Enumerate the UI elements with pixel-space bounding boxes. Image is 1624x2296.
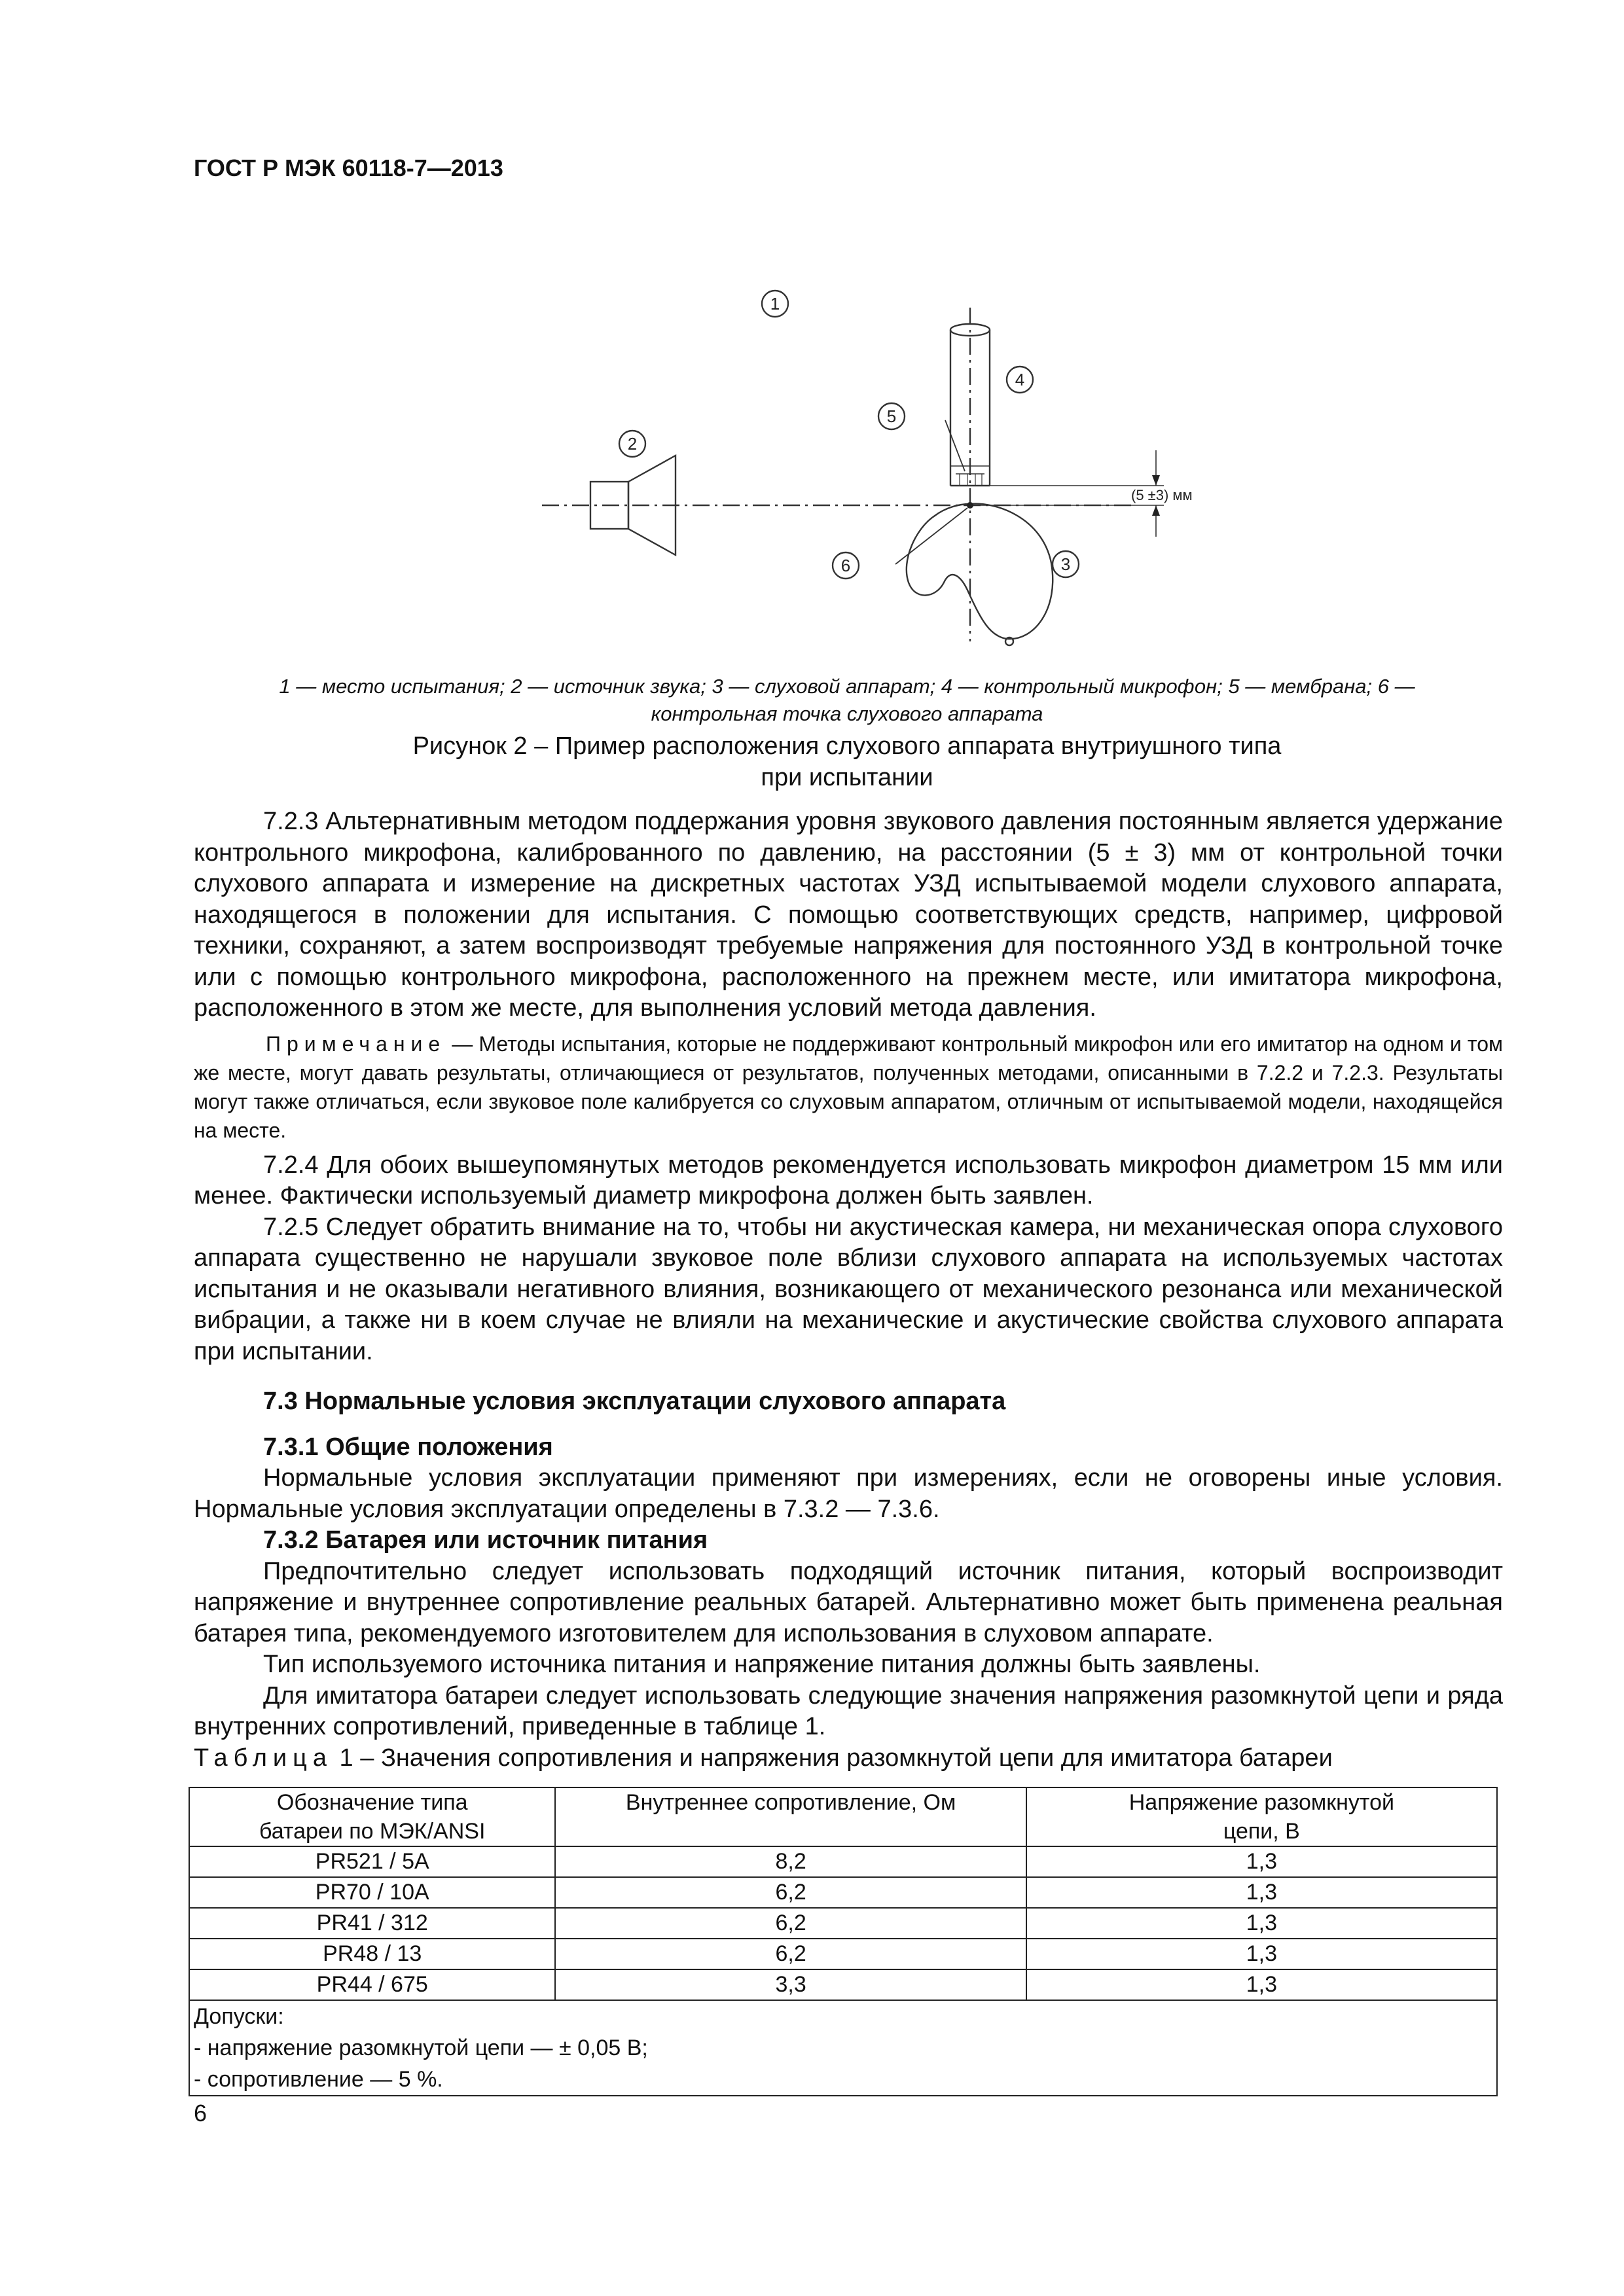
note-label: Примечание — [266, 1031, 446, 1056]
paragraph-7-2-4: 7.2.4 Для обоих вышеупомянутых методов рекомендуется использовать микрофон диаметром 15 мм или менее. Фактически используемый диаметр микрофона должен быть заявлен. — [194, 1151, 1503, 1210]
note-text: — Методы испытания, которые не поддерживают контрольный микрофон или его имитатор на одном и том же месте, могут давать результаты, отличающиеся от результатов, полученных методами, описанными в 7.2.2 и 7.2.3. Результаты могут также отличаться, если звуковое поле калибруется со слуховым аппаратом, отличным от испытываемой модели, находящейся на месте. — [194, 1031, 1503, 1142]
paragraph-7-2-5: 7.2.5 Следует обратить внимание на то, чтобы ни акустическая камера, ни механическая опора слухового аппарата существенно не нарушали звуковое поле вблизи слухового аппарата на используемых частотах испытания и не оказывали негативного влияния, возникающего от механического резонанса или механической вибрации, а также ни в коем случае не влияли на механические и акустические свойства слухового аппарата при испытании. — [194, 1213, 1503, 1365]
figure-legend-line-1: 1 — место испытания; 2 — источник звука; 3 — слуховой аппарат; 4 — контрольный микрофон; 5 — мембрана; 6 — — [279, 675, 1415, 698]
header-internal-resistance: Внутреннее сопротивление, Ом — [555, 1787, 1026, 1846]
paragraph-7-3-2-a: Предпочтительно следует использовать подходящий источник питания, который воспроизводит напряжение и внутреннее сопротивление реальных батарей. Альтернативно может быть применена реальная батарея типа, рекомендуемого изготовителем для использования в слуховом аппарате. — [194, 1557, 1503, 1647]
table-caption-text: 1 – Значения сопротивления и напряжения разомкнутой цепи для имитатора батареи — [333, 1744, 1333, 1772]
paragraph-7-3-2-b: Тип используемого источника питания и напряжение питания должны быть заявлены. — [263, 1651, 1261, 1678]
section-7-3-2-heading: 7.3.2 Батарея или источник питания — [263, 1526, 708, 1554]
figure-title — [194, 730, 1500, 793]
section-73-body — [194, 1386, 1503, 1774]
table-caption-label: Таблица — [194, 1744, 333, 1772]
callout-6-label: 6 — [840, 556, 851, 575]
document-header: ГОСТ Р МЭК 60118-7—2013 — [194, 154, 503, 181]
figure-legend-line-2: контрольная точка слухового аппарата — [651, 702, 1043, 725]
table-row: PR41 / 312 6,2 1,3 — [189, 1908, 1497, 1939]
figure-title-line-2: при испытании — [761, 764, 933, 791]
table-caption — [194, 1743, 1503, 1774]
section-7-3-1-heading: 7.3.1 Общие положения — [263, 1433, 553, 1461]
table-row: PR48 / 13 6,2 1,3 — [189, 1939, 1497, 1969]
paragraph-7-3-2-c: Для имитатора батареи следует использовать следующие значения напряжения разомкнутой цепи и ряда внутренних сопротивлений, приведенные в таблице 1. — [194, 1681, 1503, 1740]
battery-table-wrapper — [189, 1787, 1498, 2096]
callout-1-label: 1 — [770, 294, 780, 314]
table-tolerances: Допуски: - напряжение разомкнутой цепи — ± 0,05 В; - сопротивление — 5 %. — [189, 2000, 1497, 2096]
note-block — [194, 1030, 1503, 1145]
figure-title-line-1: Рисунок 2 – Пример расположения слухового аппарата внутриушного типа — [412, 732, 1282, 760]
dimension-label: (5 ±3) мм — [1131, 487, 1193, 503]
paragraph-7-2-3: 7.2.3 Альтернативным методом поддержания уровня звукового давления постоянным является удержание контрольного микрофона, калиброванного по давлению, на расстоянии (5 ± 3) мм от контрольной точки слухового аппарата и измерение на дискретных частотах УЗД испытываемой модели слухового аппарата, находящегося в положении для испытания. С помощью соответствующих средств, например, цифровой техники, сохраняют, а затем воспроизводят требуемые напряжения для постоянного УЗД в контрольной точке или с помощью контрольного микрофона, расположенного на прежнем месте, или имитатора микрофона, расположенного в этом же месте, для выполнения условий метода давления. — [194, 808, 1503, 1022]
header-battery-type: Обозначение типа батареи по МЭК/ANSI — [189, 1787, 555, 1846]
table-tolerances-row — [189, 2000, 1497, 2096]
header-open-circuit-voltage: Напряжение разомкнутой цепи, В — [1026, 1787, 1497, 1846]
table-header-row — [189, 1787, 1497, 1846]
callout-3-label: 3 — [1060, 554, 1071, 574]
callout-5-label: 5 — [886, 406, 897, 426]
table-row: PR70 / 10A 6,2 1,3 — [189, 1877, 1497, 1908]
section-7-3-heading: 7.3 Нормальные условия эксплуатации слухового аппарата — [263, 1388, 1006, 1415]
table-row: PR44 / 675 3,3 1,3 — [189, 1969, 1497, 2000]
battery-simulator-table — [189, 1787, 1498, 2096]
test-arrangement-figure — [511, 275, 1244, 668]
section-72-body — [194, 806, 1503, 1367]
callout-2-label: 2 — [627, 434, 638, 454]
figure-legend — [194, 673, 1500, 728]
page-number: 6 — [194, 2100, 208, 2126]
callout-4-label: 4 — [1015, 370, 1025, 389]
paragraph-7-3-1: Нормальные условия эксплуатации применяют при измерениях, если не оговорены иные условия. Нормальные условия эксплуатации определены в 7.3.2 — 7.3.6. — [194, 1464, 1503, 1523]
table-row: PR521 / 5A 8,2 1,3 — [189, 1846, 1497, 1877]
